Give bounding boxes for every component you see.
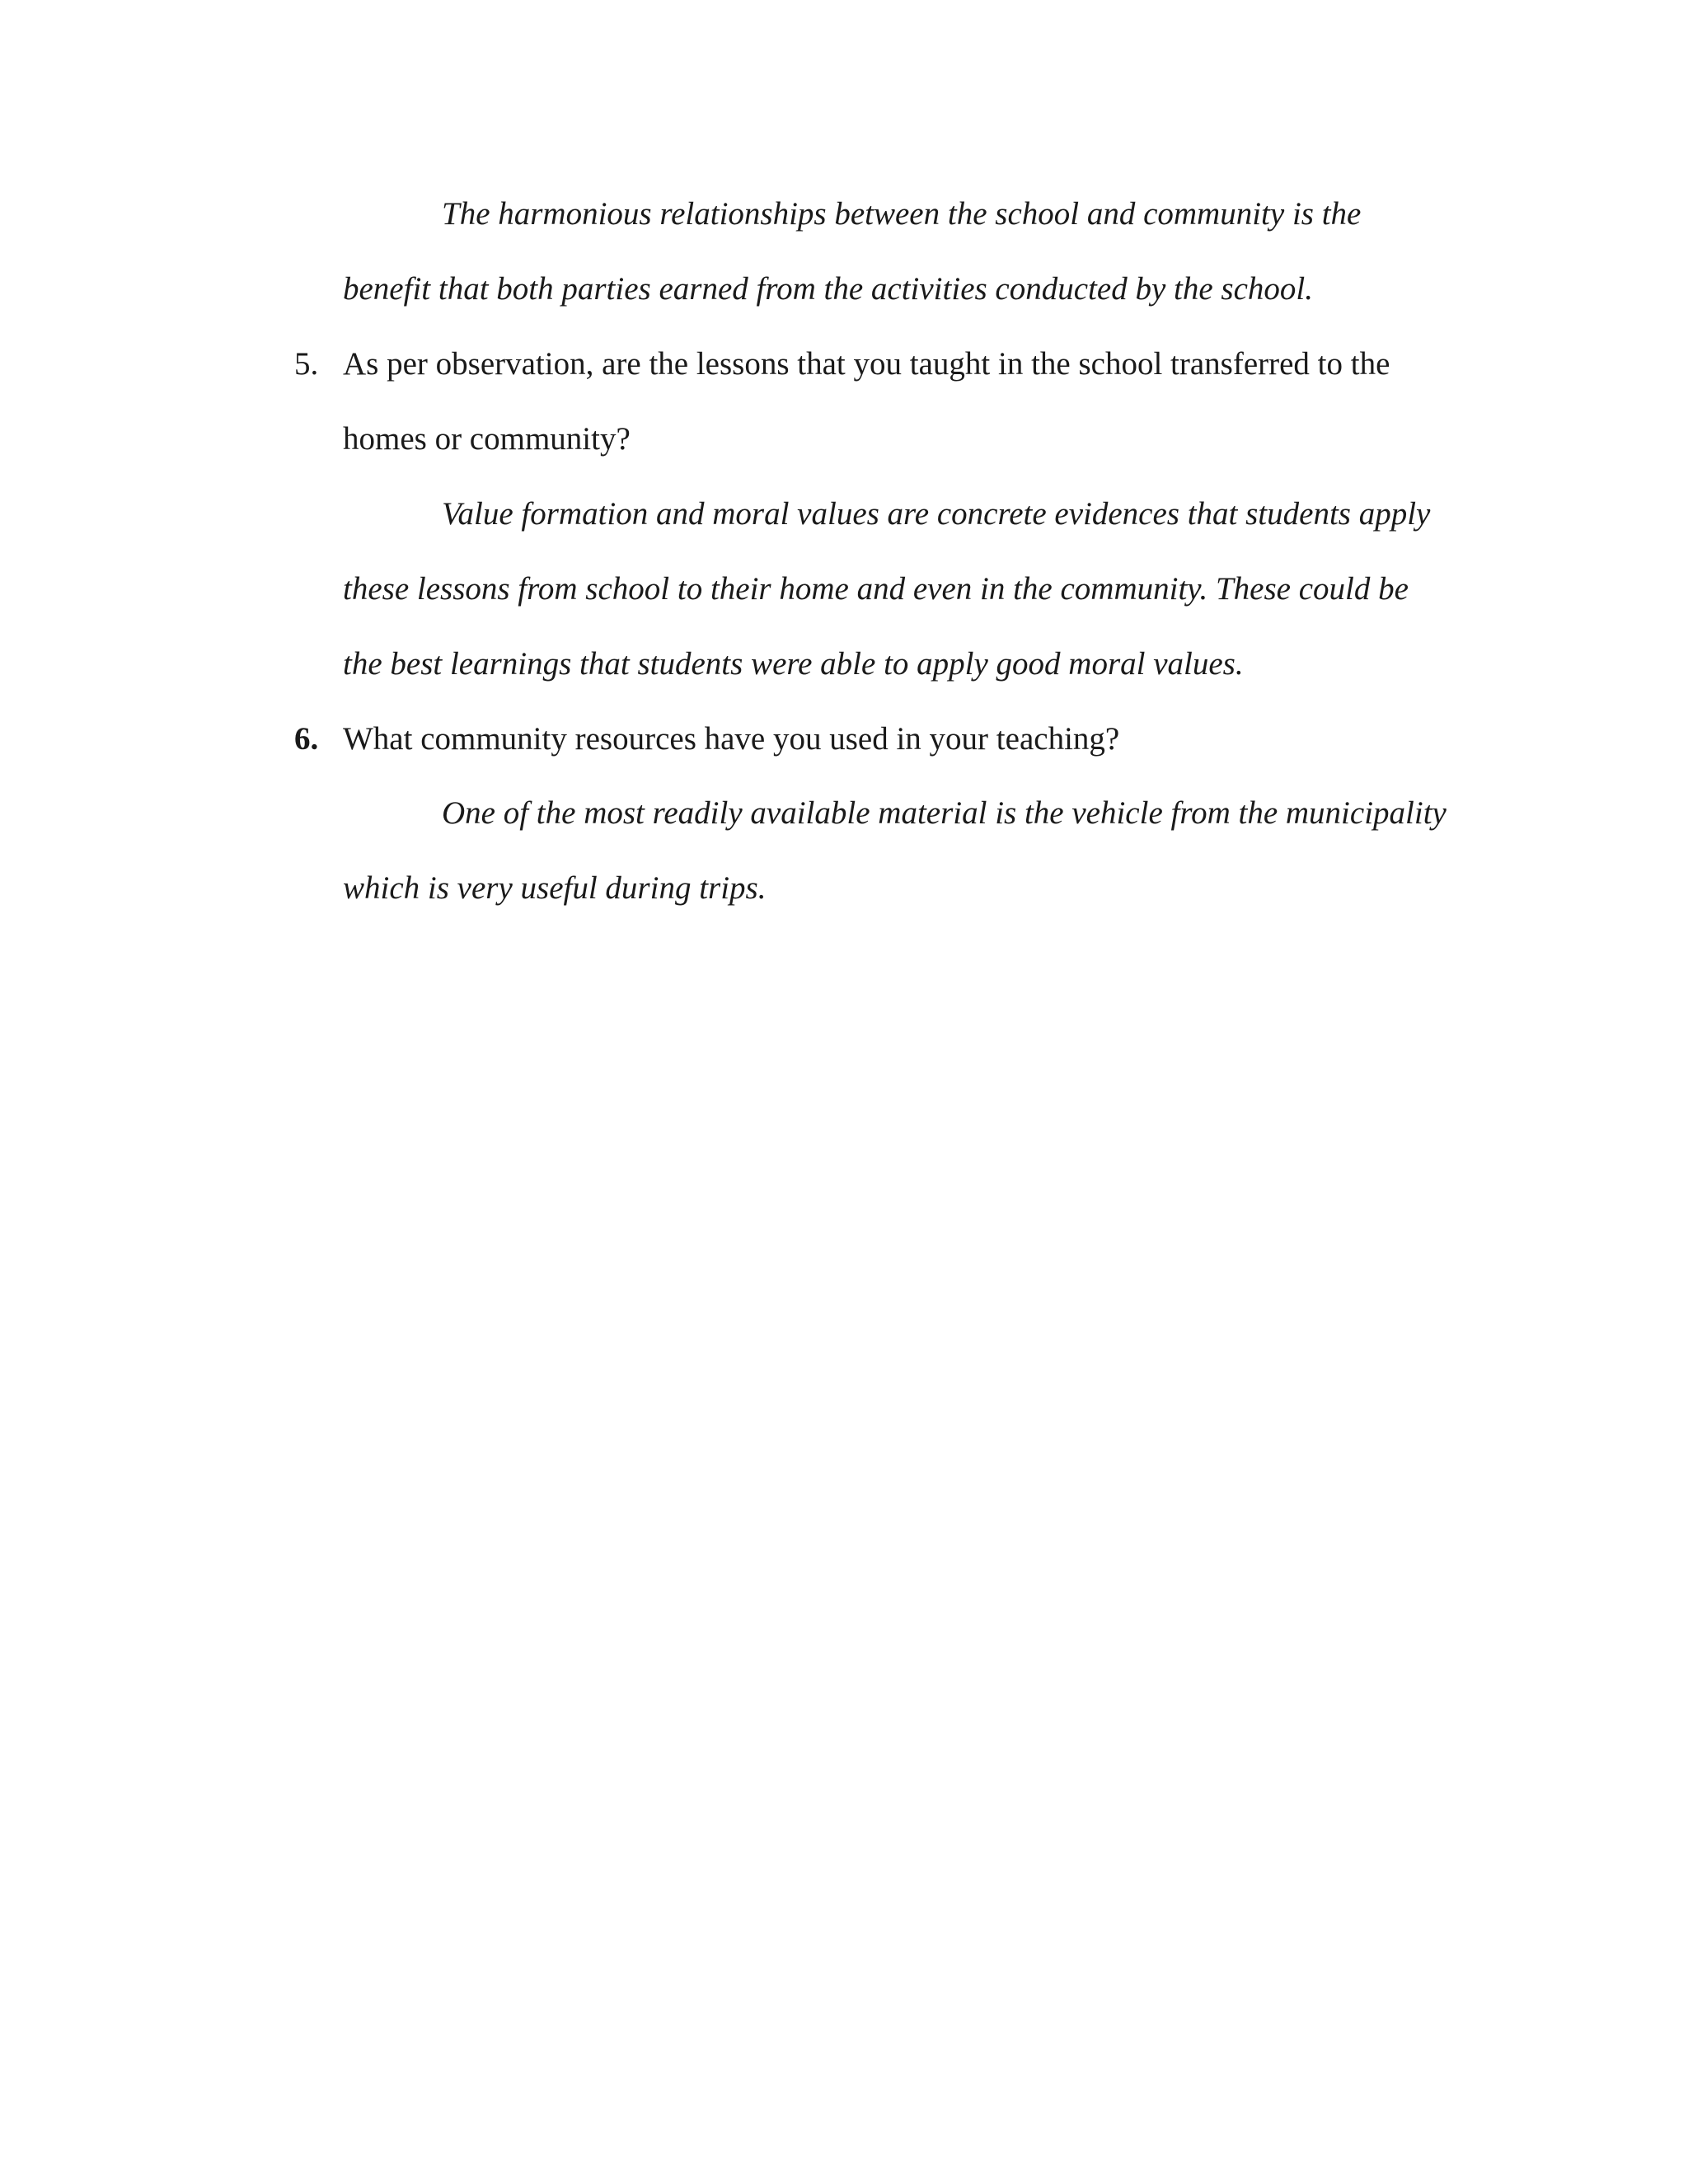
answer-line: which is very useful during trips. — [343, 870, 767, 906]
question-number: 6. — [294, 721, 319, 757]
answer-line: One of the most readily available material is the vehicle from the municipality — [442, 795, 1447, 831]
question-line: As per observation, are the lessons that you taught in the school transferred to the — [343, 346, 1390, 382]
answer-line: benefit that both parties earned from the activities conducted by the school. — [343, 271, 1313, 307]
answer-line: Value formation and moral values are concrete evidences that students apply — [442, 496, 1431, 532]
answer-line: these lessons from school to their home and even in the community. These could be — [343, 571, 1409, 607]
question-line: homes or community? — [343, 421, 631, 457]
answer-line: the best learnings that students were able to apply good moral values. — [343, 646, 1244, 682]
question-number: 5. — [294, 346, 319, 382]
question-line: What community resources have you used in your teaching? — [343, 721, 1120, 757]
answer-line: The harmonious relationships between the school and community is the — [442, 196, 1362, 232]
